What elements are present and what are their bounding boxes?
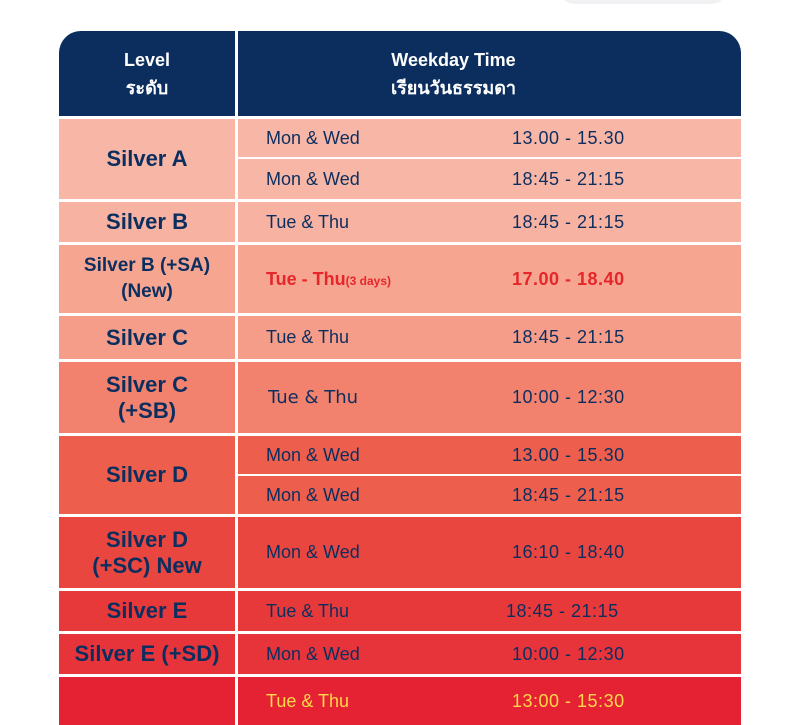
level-label-line2: (New) <box>121 281 173 302</box>
level-label-line1: Silver C <box>106 371 188 397</box>
level-label-line2: (+SB) <box>117 397 177 423</box>
level-cell-silver-a <box>59 119 235 199</box>
slot-days: Mon & Wed <box>266 127 360 148</box>
level-cell-silver-d-sc <box>59 517 235 588</box>
header-time-th: เรียนวันธรรมดา <box>390 77 517 98</box>
level-cell-blank <box>59 677 235 725</box>
slot-time: 13:00 - 15:30 <box>512 690 625 711</box>
slot-days: Mon & Wed <box>266 542 360 562</box>
slot-days: Tue & Thu <box>268 387 359 408</box>
schedule-slot <box>238 159 741 199</box>
schedule-slot <box>238 591 741 631</box>
slot-time: 18:45 - 21:15 <box>512 327 625 347</box>
level-cell-silver-b-sa <box>59 245 235 313</box>
slot-days: Mon & Wed <box>266 484 360 505</box>
header-weekday-time <box>238 31 741 116</box>
level-cell-silver-e-sd <box>59 634 235 674</box>
schedule-slot <box>238 677 741 725</box>
level-label-line1: Silver B (+SA) <box>83 255 211 276</box>
level-label: Silver C <box>106 324 188 350</box>
schedule-slot <box>238 119 741 157</box>
slot-days: Mon & Wed <box>266 643 360 664</box>
slot-days-text: Tue - Thu <box>266 268 346 289</box>
level-label: Silver D <box>106 462 188 487</box>
slot-days: Tue & Thu <box>266 211 350 232</box>
slot-time: 17.00 - 18.40 <box>512 268 625 289</box>
schedule-slot <box>238 634 741 674</box>
slot-time: 10:00 - 12:30 <box>512 643 625 664</box>
schedule-slot <box>238 436 741 474</box>
level-label: Silver E <box>106 598 188 623</box>
header-level-en: Level <box>123 49 171 70</box>
slot-time: 10:00 - 12:30 <box>512 387 625 407</box>
header-level-th: ระดับ <box>125 77 169 98</box>
header-time-en: Weekday Time <box>391 49 516 70</box>
schedule-slot-new <box>238 245 741 313</box>
level-cell-silver-c <box>59 316 235 359</box>
slot-time: 18:45 - 21:15 <box>512 484 625 505</box>
slot-time: 18:45 - 21:15 <box>506 600 619 621</box>
slot-days: Mon & Wed <box>266 168 360 189</box>
level-label-line1: Silver D <box>106 526 188 552</box>
slot-days: Tue & Thu <box>266 600 350 621</box>
slot-time: 18:45 - 21:15 <box>512 211 625 232</box>
schedule-slot <box>238 517 741 588</box>
schedule-slot <box>238 316 741 359</box>
schedule-slot <box>238 362 741 433</box>
level-cell-silver-d <box>59 436 235 514</box>
level-cell-silver-c-sb <box>59 362 235 433</box>
slot-days: Tue & Thu <box>266 690 350 711</box>
slot-time: 16:10 - 18:40 <box>512 542 625 562</box>
level-label: Silver A <box>106 146 188 171</box>
schedule-slot <box>238 476 741 514</box>
schedule-slot <box>238 202 741 242</box>
slot-days <box>266 269 391 290</box>
top-tab-decoration <box>560 0 726 4</box>
header-level <box>59 31 235 116</box>
level-cell-silver-b <box>59 202 235 242</box>
level-cell-silver-e <box>59 591 235 631</box>
level-label: Silver E (+SD) <box>74 641 220 666</box>
slot-days-note: (3 days) <box>345 273 392 288</box>
level-label-line2: (+SC) New <box>92 552 202 578</box>
slot-time: 13.00 - 15.30 <box>512 127 625 148</box>
slot-time: 13.00 - 15.30 <box>512 444 625 465</box>
slot-days: Mon & Wed <box>266 444 360 465</box>
level-label: Silver B <box>106 209 188 234</box>
slot-time: 18:45 - 21:15 <box>512 168 625 189</box>
slot-days: Tue & Thu <box>266 327 350 347</box>
